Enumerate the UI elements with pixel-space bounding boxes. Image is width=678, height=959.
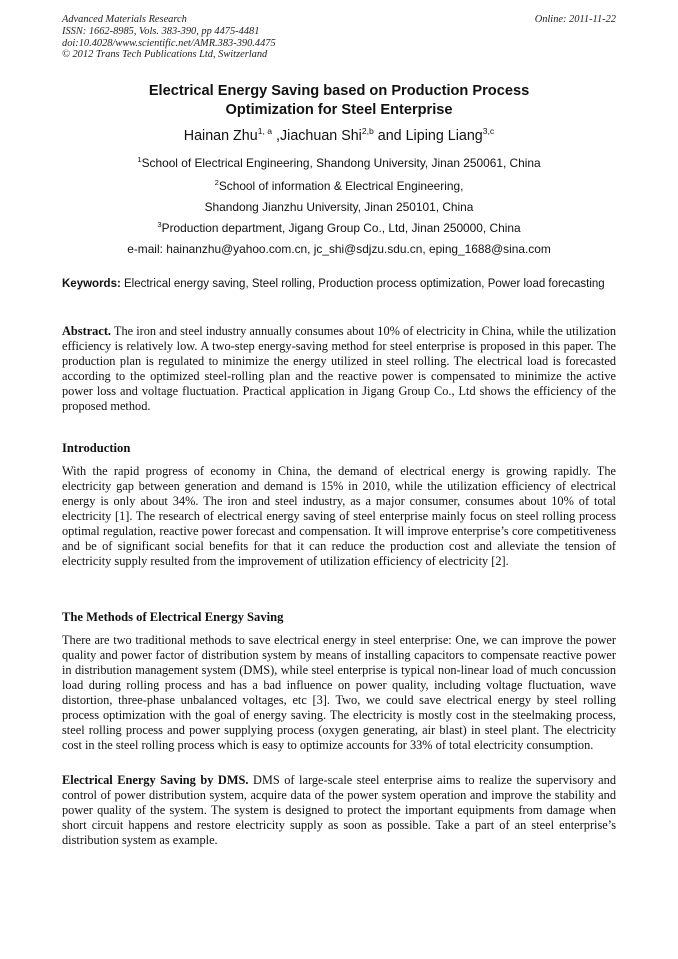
abstract-label: Abstract. (62, 324, 112, 338)
affiliation-2-line-1: $^2$School of information & Electrical Engineering, (214, 178, 464, 193)
paper-title (62, 82, 616, 119)
affiliation-superscript: 2 (214, 178, 219, 187)
issn-line: ISSN: 1662-8985, Vols. 383-390, pp 4475-4481 (62, 25, 260, 37)
dms-text: DMS of large-scale steel enterprise aims to realize the supervisory and control of power distribution system, acquire data of the power system operation and improve the stability and power quality of the system. The system is designed to protect the important equipments from damage when short circuit happens and restore electricity supply as soon as possible. Take a part of an steel enterprise’s distribution system as example. (62, 773, 616, 848)
affiliation-superscript: 1 (137, 155, 142, 164)
keywords-text: Electrical energy saving, Steel rolling, Production process optimization, Power load forecasting (120, 278, 605, 290)
copyright-line: © 2012 Trans Tech Publications Ltd, Switzerland (62, 49, 268, 61)
abstract-text: The iron and steel industry annually consumes about 10% of electricity in China, while the utilization efficiency is relatively low. A two-step energy-saving method for steel enterprise is proposed in this paper. The production plan is regulated to minimize the energy utilized in steel rolling. The electrical load is forecasted according to the optimized steel-rolling plan and the reactive power is compensated to minimize the active power loss and voltage fluctuation. Practical application in Jigang Group Co., Ltd shows the efficiency of the proposed method. (62, 324, 616, 414)
section-heading-introduction: Introduction (62, 441, 131, 455)
title-line-1: Electrical Energy Saving based on Production Process (148, 83, 530, 99)
author-name: Hainan Zhu (183, 128, 258, 144)
author-name: ,Jiachuan Shi (272, 128, 362, 144)
affiliation-superscript: 3 (157, 220, 162, 229)
introduction-paragraph: With the rapid progress of economy in China, the demand of electrical energy is growing rapidly. The electricity gap between generation and demand is 15% in 2010, while the utilization efficiency of electrical energy is only about 34%. The iron and steel industry, as a major consumer, consumes about 10% of total electricity [1]. The research of electrical energy saving of steel enterprise mainly focus on steel rolling process optimal regulation, reactive power forecast and compensation. It will improve enterprise’s core competitiveness and be of significant social benefits for that it can reduce the production cost and alleviate the tension of electricity supply resulted from the improvement of utilization efficiency of electricity [2]. (62, 464, 616, 569)
affiliation-2-line-2: Shandong Jianzhu University, Jinan 250101, China (204, 200, 474, 214)
methods-paragraph: There are two traditional methods to save electrical energy in steel enterprise: One, we can improve the power quality and power factor of distribution system by means of installing capacitors to compensate reactive power in distribution management system (DMS), while steel enterprise is typical non-linear load of much concussion load during rolling process and has a bad influence on power quality, including voltage fluctuation, wave distortion, three-phase unbalanced voltages, etc [3]. Two, we could save electrical energy by steel rolling process optimization with the goal of energy saving. The electricity is mostly cost in the steelmaking process, steel rolling process and power supplying process (oxygen generating, air blast) in steel plant. The electricity cost in the steel rolling process which is easy to optimize accounts for 33% of total electricity consumption. (62, 633, 616, 753)
affiliation-1: $^1$School of Electrical Engineering, Shandong University, Jinan 250061, China (137, 155, 541, 170)
journal-header (62, 14, 616, 61)
keywords-label: Keywords: (62, 278, 121, 290)
dms-subheading: Electrical Energy Saving by DMS. (62, 773, 249, 787)
title-line-2: Optimization for Steel Enterprise (225, 101, 453, 118)
keywords (62, 277, 616, 292)
abstract (62, 324, 616, 414)
author-superscript: 2,b (361, 126, 374, 136)
section-heading-methods: The Methods of Electrical Energy Saving (62, 610, 284, 624)
online-date: Online: 2011-11-22 (534, 14, 616, 25)
journal-name: Advanced Materials Research (62, 14, 187, 25)
affiliation-3: $^3$Production department, Jigang Group Co., Ltd, Jinan 250000, China (157, 220, 521, 235)
author-superscript: 1, a (257, 126, 273, 136)
author-list (62, 128, 616, 144)
author-superscript: 3,c (482, 126, 495, 136)
author-name: and Liping Liang (373, 128, 483, 144)
dms-paragraph (62, 773, 616, 848)
author-emails: e-mail: hainanzhu@yahoo.com.cn, jc_shi@sdjzu.sdu.cn, eping_1688@sina.com (127, 242, 551, 256)
doi-line: doi:10.4028/www.scientific.net/AMR.383-390.4475 (62, 37, 276, 49)
